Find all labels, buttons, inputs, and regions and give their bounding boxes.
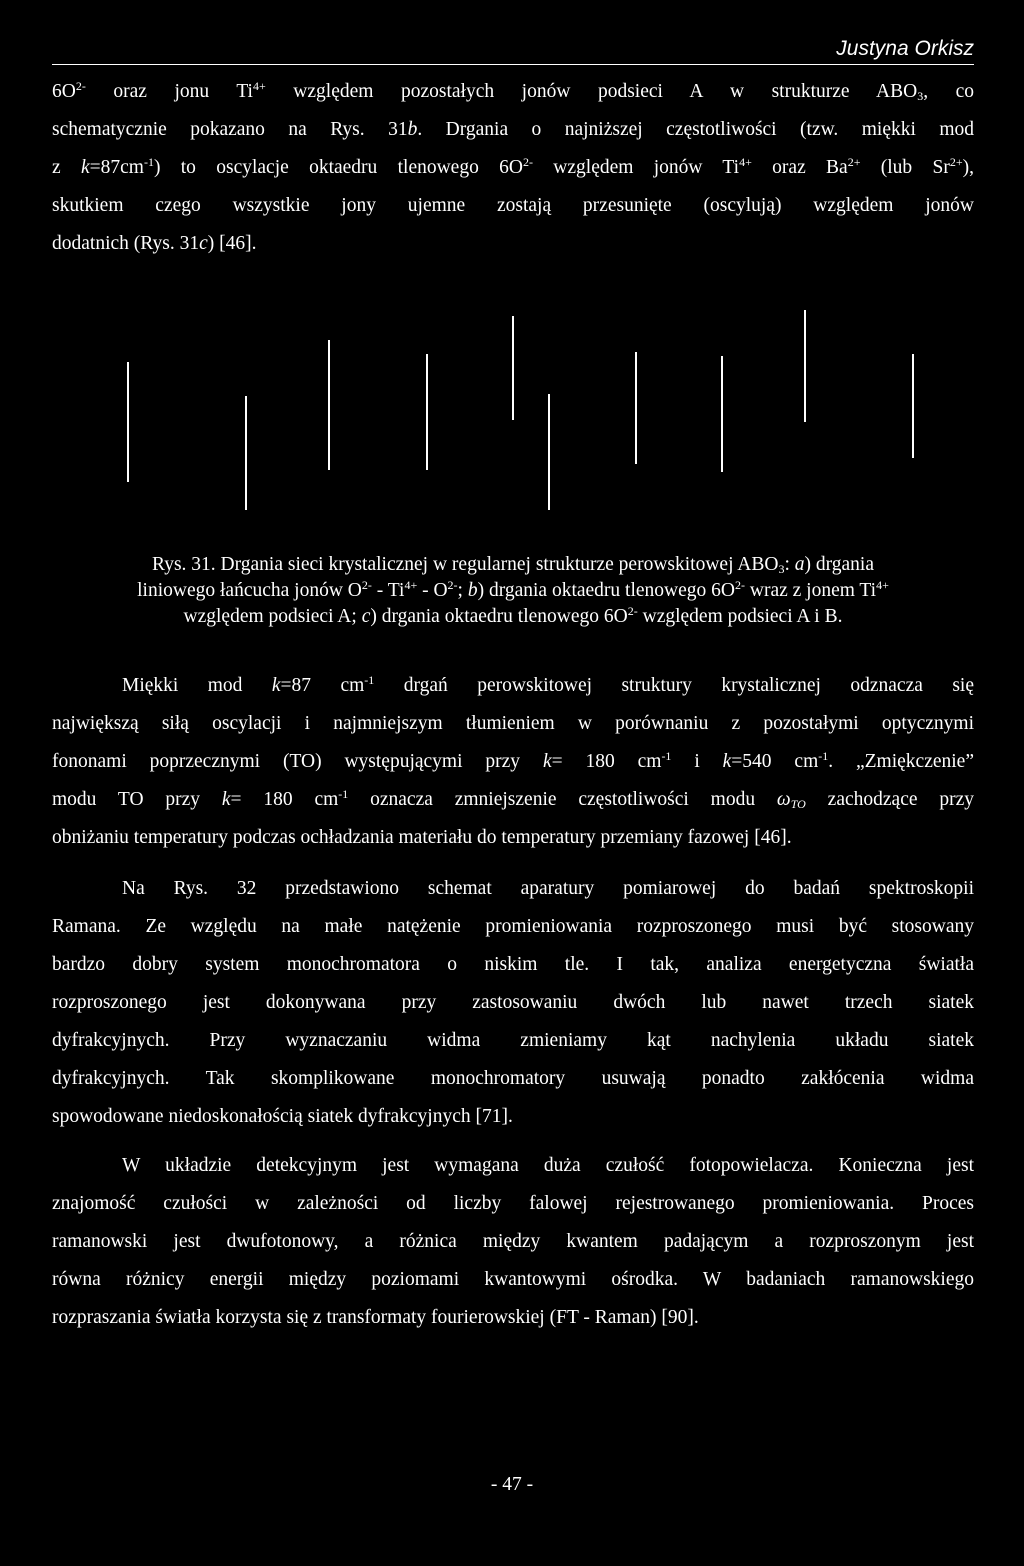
header-rule (52, 64, 974, 65)
figure-caption (52, 552, 974, 630)
paragraph-4 (52, 1147, 974, 1337)
figure-stroke-1 (127, 362, 129, 482)
caption-line: względem podsieci A; c) drgania oktaedru tlenowego $6O^{2-}$ względem podsieci A i B. (183, 604, 843, 627)
paragraph-line: skutkiem czego wszystkie jony ujemne zostają przesunięte (oscylują) względem jonów (52, 195, 974, 216)
paragraph-line: W układzie detekcyjnym jest wymagana duża czułość fotopowielacza. Konieczna jest (122, 1155, 974, 1176)
paragraph-line: Na Rys. 32 przedstawiono schemat aparatury pomiarowej do badań spektroskopii (122, 878, 974, 899)
figure-stroke-5 (512, 316, 514, 420)
paragraph-1 (52, 73, 974, 263)
paragraph-3 (52, 870, 974, 1136)
paragraph-line: $6O^{2-}$ oraz jonu $Ti^{4+}$ względem pozostałych jonów podsieci A w strukturze $ABO_3$, co (52, 79, 975, 103)
figure-stroke-10 (912, 354, 914, 458)
paragraph-line: ramanowski jest dwufotonowy, a różnica między kwantem padającym a rozproszonym jest (52, 1231, 974, 1252)
paragraph-line: rozproszonego jest dokonywana przy zastosowaniu dwóch lub nawet trzech siatek (52, 992, 974, 1013)
paragraph-line: modu TO przy k= 180 $cm^{-1}$ oznacza zmniejszenie częstotliwości modu $\omega_{TO}$ zachodzące przy (52, 787, 974, 811)
paragraph-line: obniżaniu temperatury podczas ochładzania materiału do temperatury przemiany fazowej [46]. (52, 827, 792, 848)
figure-stroke-8 (721, 356, 723, 472)
paragraph-line: dyfrakcyjnych. Przy wyznaczaniu widma zmieniamy kąt nachylenia układu siatek (52, 1030, 974, 1051)
figure-stroke-2 (245, 396, 247, 510)
paragraph-line: fononami poprzecznymi (TO) występującymi przy k= 180 $cm^{-1}$ i k=540 $cm^{-1}$. „Zmiękczenie” (52, 749, 974, 772)
paragraph-line: schematycznie pokazano na Rys. 31b. Drgania o najniższej częstotliwości (tzw. miękki mod (52, 119, 974, 140)
paragraph-line: największą siłą oscylacji i najmniejszym tłumieniem w porównaniu z pozostałymi optycznymi (52, 713, 974, 734)
running-header-author: Justyna Orkisz (836, 37, 974, 60)
figure-stroke-9 (804, 310, 806, 422)
paragraph-line: bardzo dobry system monochromatora o niskim tle. I tak, analiza energetyczna światła (52, 954, 974, 975)
paragraph-line: równa różnicy energii między poziomami kwantowymi ośrodka. W badaniach ramanowskiego (52, 1269, 974, 1290)
paragraph-line: Ramana. Ze względu na małe natężenie promieniowania rozproszonego musi być stosowany (52, 916, 974, 937)
figure-stroke-4 (426, 354, 428, 470)
paragraph-2 (52, 667, 974, 857)
paragraph-line: rozpraszania światła korzysta się z transformaty fourierowskiej (FT - Raman) [90]. (52, 1307, 699, 1328)
paragraph-line: dodatnich (Rys. 31c) [46]. (52, 233, 257, 254)
figure-31-vibration-diagram (100, 300, 940, 520)
caption-line: Rys. 31. Drgania sieci krystalicznej w regularnej strukturze perowskitowej $ABO_3$: a) drgania (151, 554, 875, 576)
paragraph-line: Miękki mod k=87 $cm^{-1}$ drgań perowskitowej struktury krystalicznej odznacza się (122, 673, 974, 696)
paragraph-line: znajomość czułości w zależności od liczby falowej rejestrowanego promieniowania. Proces (52, 1193, 974, 1214)
figure-stroke-3 (328, 340, 330, 470)
figure-stroke-6 (548, 394, 550, 510)
paragraph-line: z $k=87cm^{-1}$) to oscylacje oktaedru tlenowego $6O^{2-}$ względem jonów $Ti^{4+}$ oraz $Ba^{2+}$ (lub $Sr^{2+}$), (52, 155, 974, 178)
page-number: - 47 - (490, 1474, 534, 1495)
figure-stroke-7 (635, 352, 637, 464)
paragraph-line: spowodowane niedoskonałością siatek dyfrakcyjnych [71]. (52, 1106, 513, 1127)
caption-line: liniowego łańcucha jonów $O^{2-} - Ti^{4+} - O^{2-}$; b) drgania oktaedru tlenowego $6O^{2-}$ wraz z jonem $Ti^{4+}$ (137, 578, 889, 601)
paragraph-line: dyfrakcyjnych. Tak skomplikowane monochromatory usuwają ponadto zakłócenia widma (52, 1068, 974, 1089)
